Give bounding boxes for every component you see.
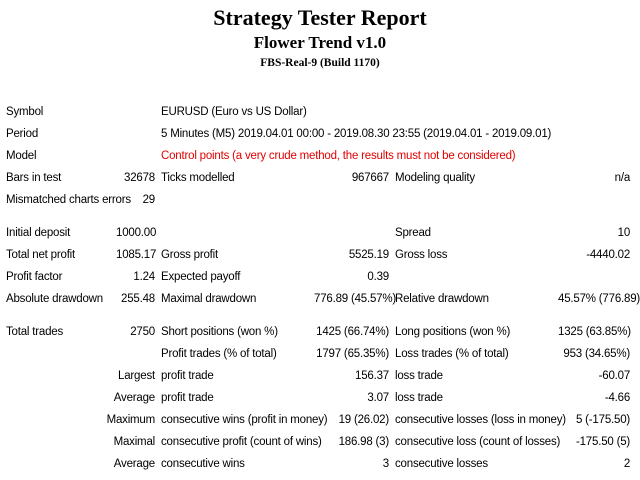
gross-profit-value: 5525.19 (348, 249, 389, 261)
avg-cons-wins-value: 3 (382, 458, 389, 470)
max-drawdown-value: 776.89 (45.57%) (314, 293, 397, 305)
bars-value: 32678 (124, 172, 155, 184)
average-label: Average (113, 392, 155, 404)
quality-value: n/a (614, 172, 631, 184)
abs-drawdown-value: 255.48 (121, 293, 155, 305)
symbol-label: Symbol (6, 106, 44, 118)
gross-loss-label: Gross loss (395, 249, 448, 261)
largest-profit-label: profit trade (161, 370, 214, 382)
profit-factor-value: 1.24 (133, 271, 155, 283)
loss-trades-value: 953 (34.65%) (563, 348, 631, 360)
loss-trades-label: Loss trades (% of total) (395, 348, 509, 360)
abs-drawdown-label: Absolute drawdown (6, 293, 103, 305)
maximal-cons-profit-value: 186.98 (3) (338, 436, 389, 448)
profit-trades-row (0, 343, 630, 365)
total-trades-value: 2750 (130, 326, 155, 338)
profit-factor-label: Profit factor (6, 271, 63, 283)
trades-row (0, 321, 630, 343)
report-table (0, 101, 640, 475)
avg-cons-losses-value: 2 (623, 458, 631, 470)
max-cons-wins-value: 19 (26.02) (338, 414, 389, 426)
drawdown-row (0, 288, 630, 310)
average-profit-label: profit trade (161, 392, 214, 404)
net-profit-label: Total net profit (6, 249, 76, 261)
max-drawdown-label: Maximal drawdown (161, 293, 257, 305)
max-cons-losses-label: consecutive losses (loss in money) (395, 414, 566, 426)
report-header (0, 0, 640, 72)
expected-payoff-value: 0.39 (367, 271, 389, 283)
symbol-row (0, 101, 630, 123)
largest-row (0, 365, 630, 387)
initial-deposit-value: 1000.00 (116, 227, 157, 239)
bars-label: Bars in test (6, 172, 62, 184)
average-consecutive-row (0, 453, 630, 475)
avg-cons-losses-label: consecutive losses (395, 458, 488, 470)
maximal-label: Maximal (113, 436, 155, 448)
spread-label: Spread (395, 227, 431, 239)
maximum-row (0, 409, 630, 431)
rel-drawdown-value: 45.57% (776.89) (558, 293, 640, 305)
total-trades-label: Total trades (6, 326, 64, 338)
average-row (0, 387, 630, 409)
ticks-label: Ticks modelled (161, 172, 235, 184)
profit-row (0, 244, 630, 266)
expert-name: Flower Trend v1.0 (253, 33, 387, 52)
max-cons-losses-value: 5 (-175.50) (575, 414, 631, 426)
gross-loss-value: -4440.02 (586, 249, 631, 261)
model-label: Model (6, 150, 37, 162)
average-loss-label: loss trade (395, 392, 443, 404)
avg-cons-wins-label: consecutive wins (161, 458, 245, 470)
maximal-row (0, 431, 630, 453)
largest-loss-label: loss trade (395, 370, 443, 382)
period-label: Period (6, 128, 39, 140)
short-positions-value: 1425 (66.74%) (316, 326, 389, 338)
net-profit-value: 1085.17 (116, 249, 157, 261)
largest-profit-value: 156.37 (355, 370, 389, 382)
initial-deposit-label: Initial deposit (6, 227, 71, 239)
period-row (0, 123, 630, 145)
largest-label: Largest (118, 370, 155, 382)
long-positions-value: 1325 (63.85%) (558, 326, 631, 338)
ticks-value: 967667 (351, 172, 389, 184)
average-loss-value: -4.66 (604, 392, 631, 404)
maximal-cons-loss-label: consecutive loss (count of losses) (395, 436, 561, 448)
maximal-cons-loss-value: -175.50 (5) (575, 436, 631, 448)
maximal-cons-profit-label: consecutive profit (count of wins) (161, 436, 322, 448)
model-row (0, 145, 630, 167)
rel-drawdown-label: Relative drawdown (395, 293, 489, 305)
average-profit-value: 3.07 (367, 392, 389, 404)
profit-trades-label: Profit trades (% of total) (161, 348, 277, 360)
mismatch-row (0, 189, 630, 211)
long-positions-label: Long positions (won %) (395, 326, 511, 338)
period-value: 5 Minutes (M5) 2019.04.01 00:00 - 2019.08.30 23:55 (2019.04.01 - 2019.09.01) (161, 128, 552, 140)
bars-row (0, 167, 630, 189)
largest-loss-value: -60.07 (598, 370, 631, 382)
maximum-label: Maximum (106, 414, 155, 426)
quality-label: Modeling quality (395, 172, 475, 184)
factor-row (0, 266, 630, 288)
max-cons-wins-label: consecutive wins (profit in money) (161, 414, 328, 426)
spread-value: 10 (617, 227, 631, 239)
short-positions-label: Short positions (won %) (161, 326, 278, 338)
model-value: Control points (a very crude method, the results must not be considered) (161, 150, 516, 162)
expected-payoff-label: Expected payoff (161, 271, 241, 283)
mismatch-value: 29 (142, 194, 155, 206)
deposit-row (0, 222, 630, 244)
report-title: Strategy Tester Report (213, 5, 427, 30)
profit-trades-value: 1797 (65.35%) (316, 348, 389, 360)
account-server: FBS-Real-9 (Build 1170) (260, 57, 380, 69)
gross-profit-label: Gross profit (161, 249, 219, 261)
symbol-value: EURUSD (Euro vs US Dollar) (161, 106, 307, 118)
avg-cons-label: Average (113, 458, 155, 470)
mismatch-label: Mismatched charts errors (6, 194, 131, 206)
